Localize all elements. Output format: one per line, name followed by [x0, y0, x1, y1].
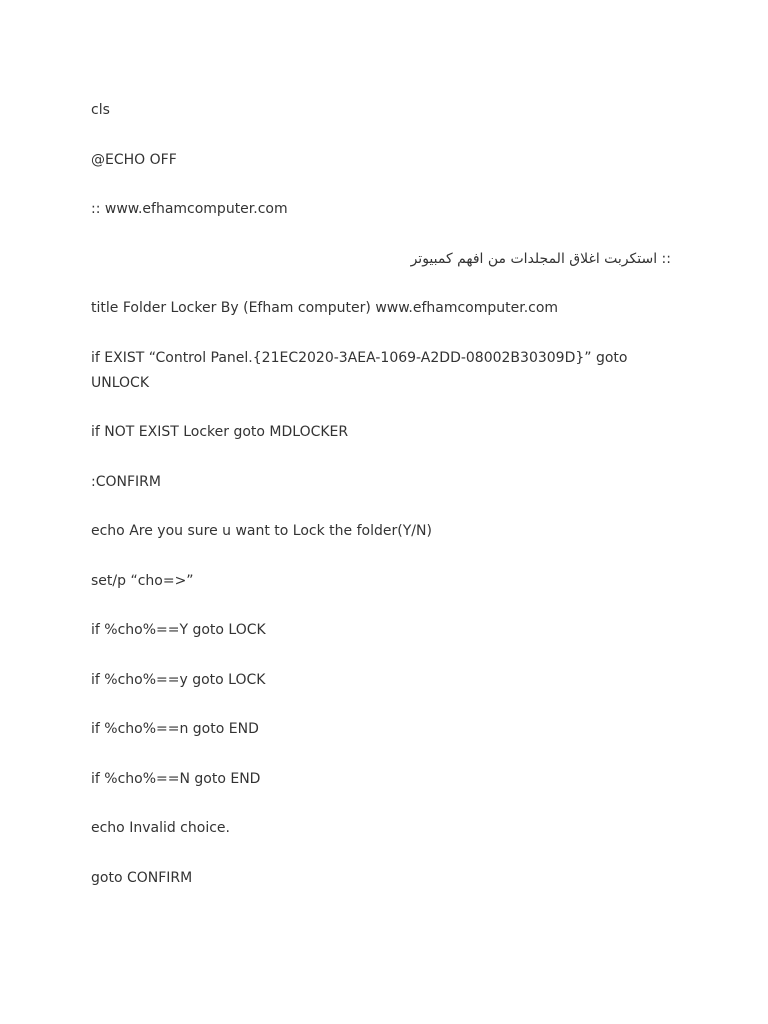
- script-line: cls: [91, 102, 110, 118]
- script-line: @ECHO OFF: [91, 151, 177, 168]
- script-line: if %cho%==Y goto LOCK: [91, 622, 266, 638]
- script-line: if %cho%==n goto END: [91, 721, 259, 737]
- script-text-body: [91, 98, 671, 915]
- script-line: if EXIST “Control Panel.{21EC2020-3AEA-1069-A2DD-08002B30309D}” goto UNLOCK: [91, 349, 632, 391]
- script-line: echo Invalid choice.: [91, 820, 230, 836]
- script-line: if %cho%==y goto LOCK: [91, 671, 266, 688]
- script-line: :CONFIRM: [91, 473, 161, 490]
- script-line: :: استكربت اغلاق المجلدات من افهم كمبيوتر: [410, 250, 671, 267]
- script-line: if NOT EXIST Locker goto MDLOCKER: [91, 424, 349, 440]
- script-line: :: www.efhamcomputer.com: [91, 201, 288, 217]
- script-line: goto CONFIRM: [91, 869, 193, 886]
- script-line: echo Are you sure u want to Lock the folder(Y/N): [91, 523, 432, 539]
- script-line: if %cho%==N goto END: [91, 770, 261, 787]
- script-line: title Folder Locker By (Efham computer) www.efhamcomputer.com: [91, 300, 559, 316]
- script-line: set/p “cho=>”: [91, 572, 194, 589]
